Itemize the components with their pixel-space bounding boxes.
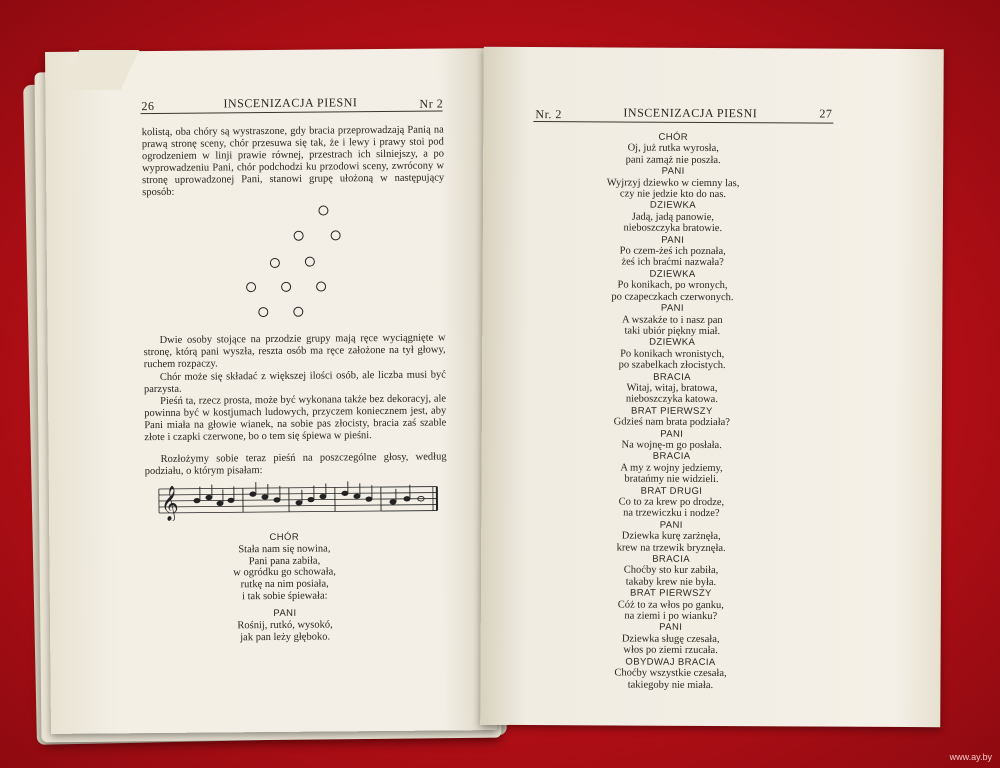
speaker-label: CHÓR [269, 531, 300, 544]
music-notation [157, 479, 439, 521]
lyric-line: jak pan leży głęboko. [240, 631, 331, 643]
right-page [480, 47, 944, 727]
lyric-line: Po konikach wronistych, [620, 348, 725, 360]
choir-member-marker [246, 282, 256, 292]
lyric-line: krew na trzewik bryznęła. [616, 542, 726, 554]
lyric-line: włos po ziemi rzucała. [623, 644, 718, 657]
lyric-line: Dziewka kurę zarżnęła, [621, 530, 721, 543]
choir-member-marker [293, 307, 303, 317]
speaker-label: BRAT DRUGI [640, 485, 703, 497]
left-page [45, 48, 497, 734]
left-lyrics-block-1 [214, 531, 355, 603]
lyric-line: pani zamąż nie poszła. [625, 154, 721, 166]
lyric-line: taki ubiór piękny miał. [624, 325, 721, 337]
speaker-label: PANI [660, 428, 684, 440]
lyric-line: rutkę na nim posiała, [240, 578, 329, 591]
lyric-line: Witaj, witaj, bratowa, [626, 382, 718, 394]
lyric-line: A wszakże to i nasz pan [622, 314, 723, 326]
lyric-line: w ogródku go schowała, [233, 566, 336, 579]
lyric-line: Co to za krew po drodze, [618, 496, 725, 509]
speaker-label: PANI [273, 607, 297, 619]
speaker-label: CHÓR [658, 131, 689, 143]
left-paragraph-5: Rozłożymy sobie teraz pieśń na poszczególne głosy, według podziału, o którym pisałam: [144, 451, 447, 478]
speaker-label: PANI [659, 519, 683, 531]
speaker-label: BRACIA [652, 553, 691, 565]
choir-member-marker [294, 231, 304, 241]
watermark: www.ay.by [949, 752, 992, 762]
lyric-line: po szabelkach złocistych. [618, 359, 726, 372]
choir-member-marker [331, 230, 341, 240]
choir-member-marker [305, 257, 315, 267]
speaker-label: PANI [661, 234, 685, 246]
speaker-label: OBYDWAJ BRACIA [625, 656, 716, 668]
lyric-line: na trzewiczku i nodze? [623, 507, 720, 520]
left-header-number: Nr 2 [419, 96, 444, 111]
lyric-line: Oj, już rutka wyrosła, [627, 142, 719, 155]
speaker-label: BRAT PIERWSZY [630, 587, 712, 600]
choir-member-marker [281, 282, 291, 292]
speaker-label: PANI [659, 622, 683, 634]
choir-member-marker [258, 307, 268, 317]
lyric-line: Choćby wszystkie czesała, [614, 667, 727, 680]
left-paragraph-2: Dwie osoby stojące na przodzie grupy mają ręce wyciągnięte w stronę, którą pani wyszła, reszta osób ma ręce założone na tył głowy, ruchem rozpaczy. [143, 332, 446, 371]
lyric-line: na ziemi i po wianku? [624, 610, 718, 623]
lyric-line: takiegoby nie miała. [627, 679, 714, 691]
lyric-line: po czapeczkach czerwonych. [611, 291, 734, 303]
choir-member-marker [318, 205, 328, 215]
speaker-label: BRACIA [653, 371, 691, 383]
left-header-title: INSCENIZACJA PIESNI [223, 95, 358, 111]
lyric-line: Po czem-żeś ich poznała, [619, 245, 726, 258]
lyric-line: Pani pana zabiła, [248, 555, 321, 567]
lyric-line: Choćby sto kur zabiła, [623, 564, 719, 577]
lyric-line: Dziewka sługę czesała, [621, 633, 720, 645]
lyric-line: Stała nam się nowina, [238, 543, 331, 556]
right-page-number: 27 [819, 106, 833, 121]
lyric-line: nieboszczyka katowa. [625, 393, 719, 406]
left-paragraph-4: Pieśń ta, rzecz prosta, może być wykonana także bez dekoracyj, ale powinna być w kostjumach ludowych, przyczem koniecznem jest, aby Pani miała na głowie wianek, na sobie pas złocisty, bracia zaś szable złote i czapki czerwone, bo o tem się śpiewa w pieśni. [144, 393, 447, 444]
speaker-label: PANI [661, 165, 685, 178]
svg-text:𝄞: 𝄞 [160, 485, 179, 521]
left-header-rule [141, 110, 443, 114]
lyric-line: nieboszczyka bratowie. [623, 222, 723, 235]
lyric-line: Wyjrzyj dziewko w ciemny las, [606, 177, 740, 189]
right-lyrics-column [560, 131, 783, 691]
right-header-title: INSCENIZACJA PIESNI [623, 105, 758, 121]
left-paragraph-3: Chór może się składać z większej ilości osób, ale liczba musi być parzysta. [143, 369, 446, 396]
speaker-label: BRAT PIERWSZY [630, 405, 713, 417]
right-header-rule [533, 121, 833, 124]
lyric-line: Rośnij, rutkó, wysokó, [237, 619, 333, 632]
lyric-line: Cóż to za włos po ganku, [617, 599, 724, 611]
choir-member-marker [316, 282, 326, 292]
lyric-line: bratańmy nie widzieli. [624, 473, 719, 486]
left-paragraph-1: kolistą, oba chóry są wystraszone, gdy bracia przeprowadzają Panią na prawą stronę sceny, chór przesuwa się tak, że i lewy i prawy stoi pod ogrodzeniem w linji prawie równej, przestrach ich silniejszy, a po wyprowadzeniu Pani, chór podchodzi ku przodowi sceny, zwrócony w stronę uprowadzonej Pani, stanowi grupę ułożoną w następujący sposób: [141, 124, 445, 199]
speaker-label: PANI [660, 302, 684, 314]
lyric-line: Gdzieś nam brata podziała? [613, 416, 730, 429]
lyric-line: takaby krew nie była. [625, 576, 717, 588]
lyric-line: i tak sobie śpiewała: [242, 590, 328, 603]
lyric-line: Jadą, jadą panowie, [631, 211, 715, 223]
lyric-line: czy nie jedzie kto do nas. [619, 188, 727, 201]
lyric-line: Na wojnę-m go posłała. [621, 439, 722, 452]
choir-member-marker [270, 258, 280, 268]
speaker-label: DZIEWKA [649, 268, 696, 280]
left-page-number: 26 [141, 99, 155, 114]
speaker-label: DZIEWKA [649, 200, 697, 212]
right-header-number: Nr. 2 [535, 107, 562, 122]
speaker-label: DZIEWKA [649, 336, 696, 349]
speaker-label: BRACIA [652, 451, 691, 463]
lyric-line: Po konikach, po wronych, [617, 279, 728, 292]
left-lyrics-block-2 [215, 607, 355, 644]
lyric-line: żeś ich braćmi nazwała? [621, 256, 724, 269]
lyric-line: A my z wojny jedziemy, [620, 462, 723, 474]
